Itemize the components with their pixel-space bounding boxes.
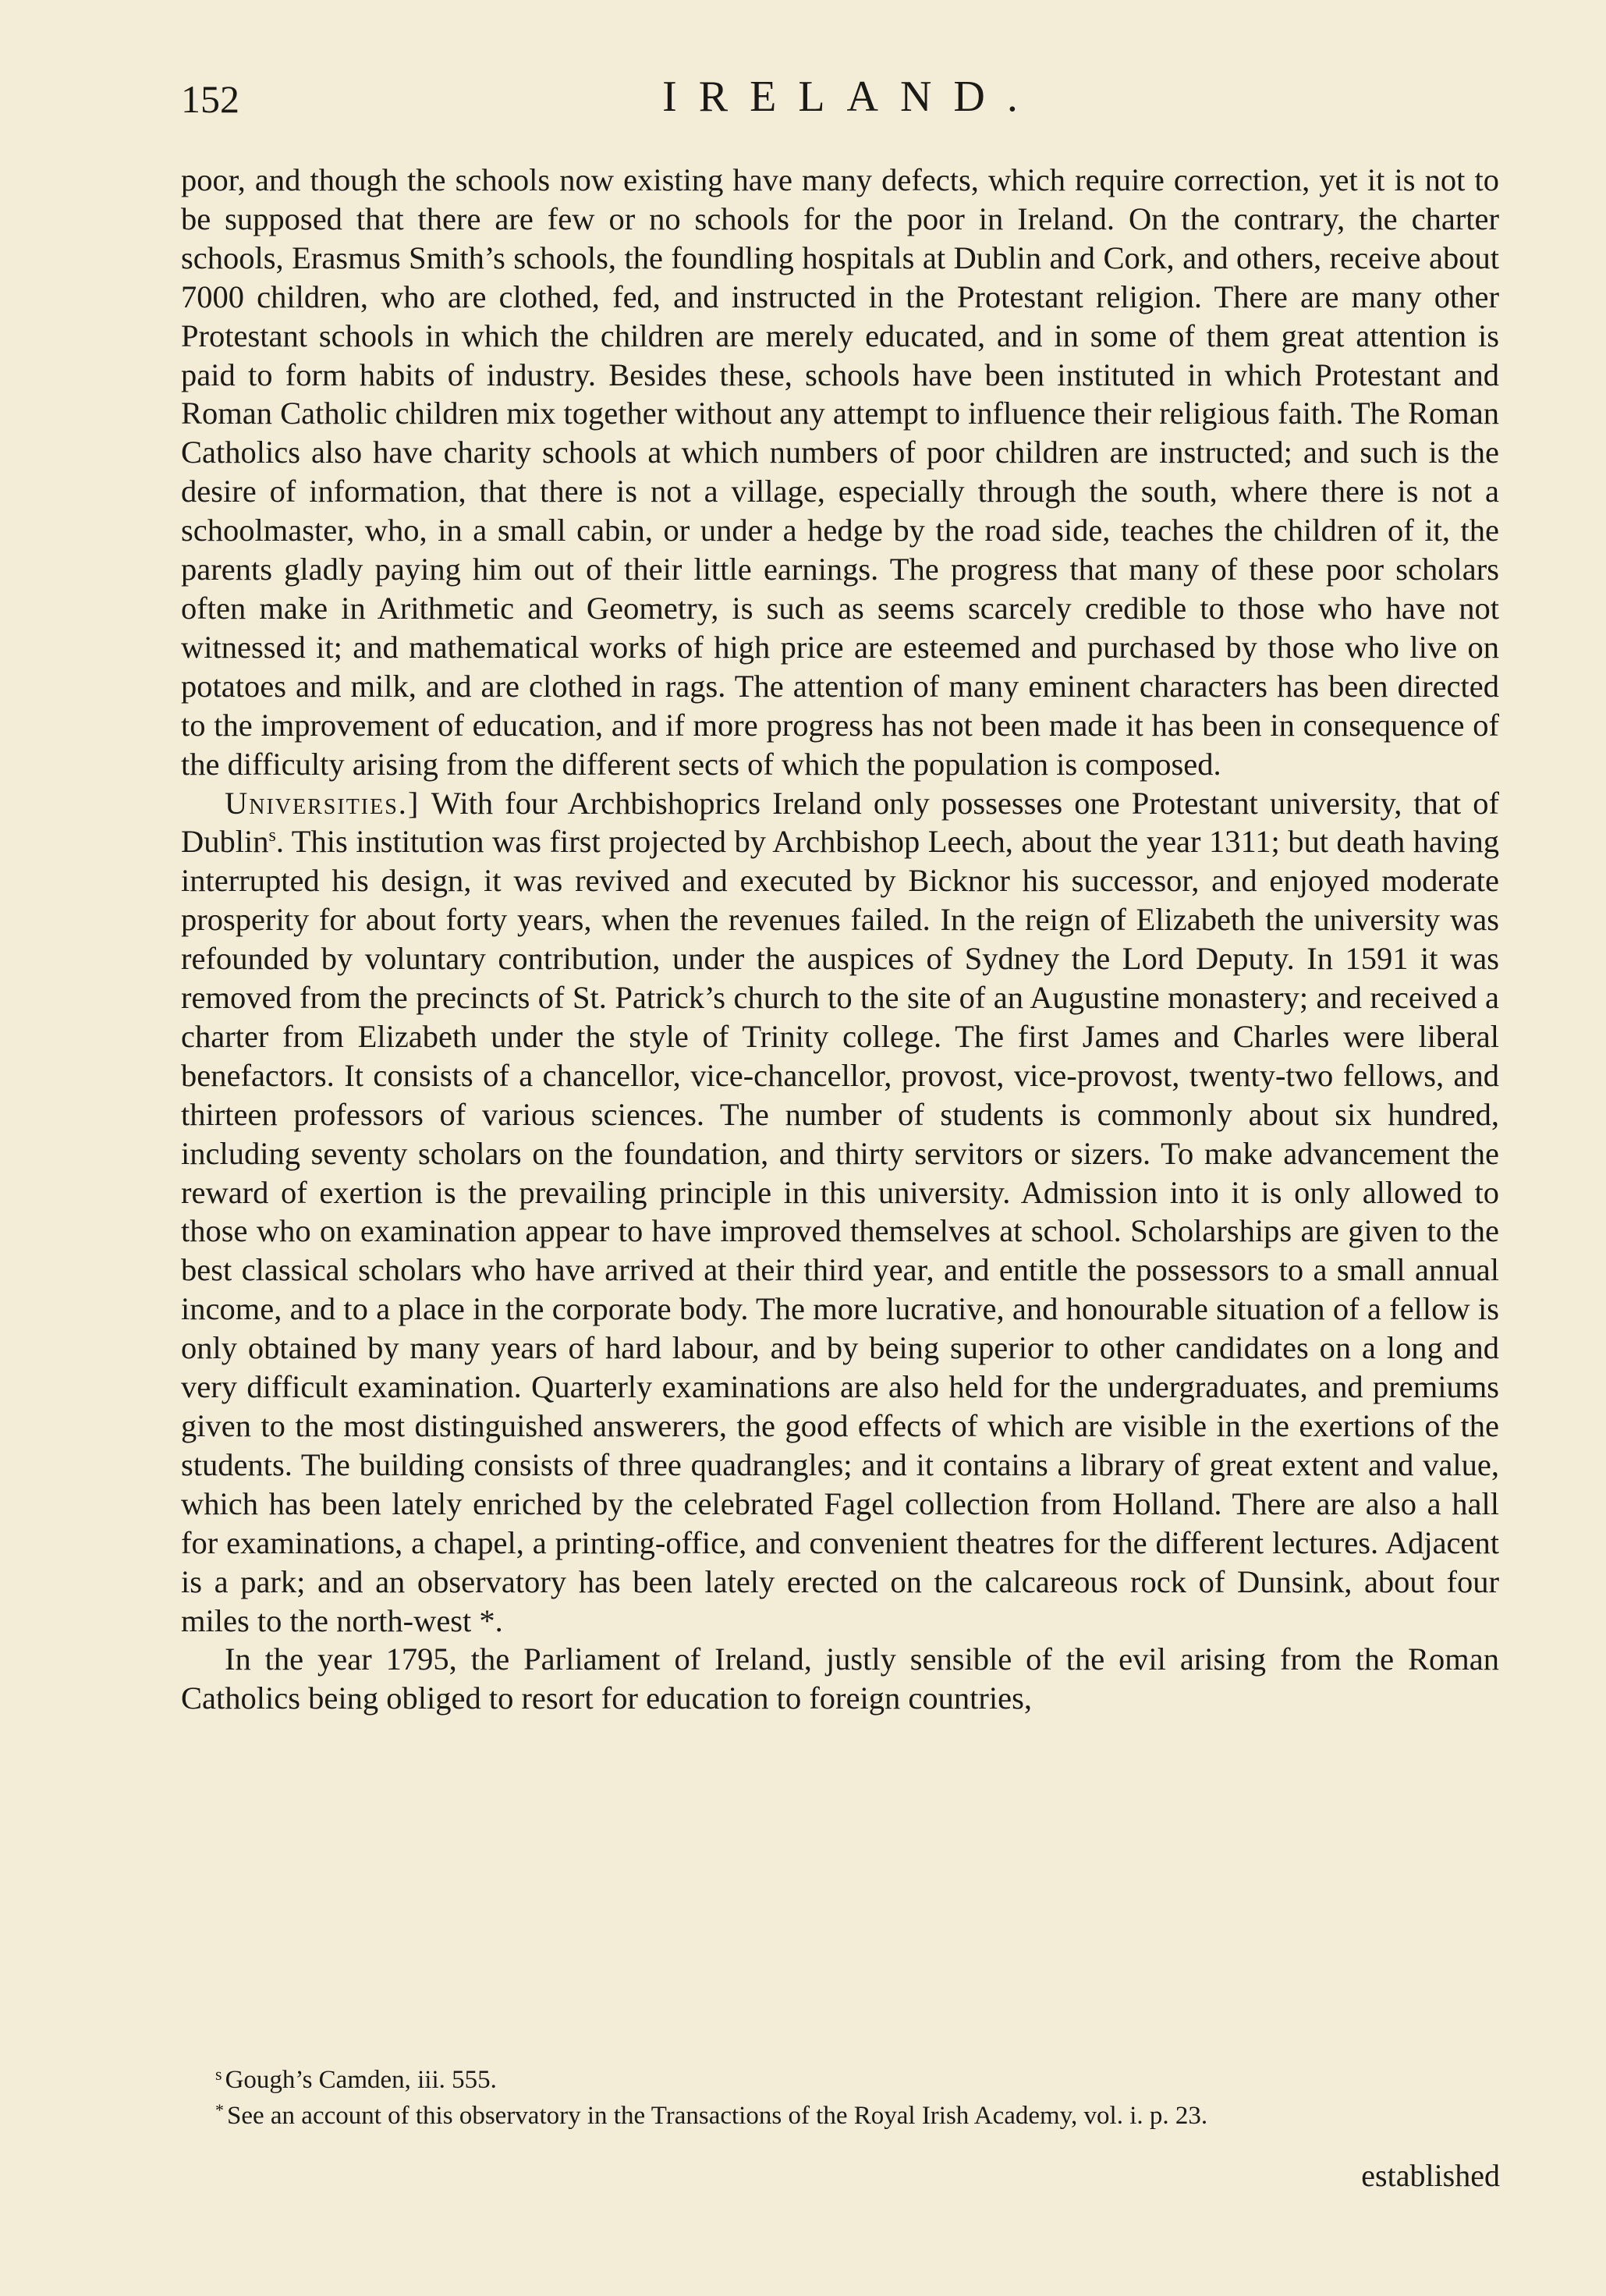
catchword: established xyxy=(1361,2158,1500,2193)
page-header xyxy=(181,72,1499,134)
body-text xyxy=(181,161,1499,1718)
footnote xyxy=(181,2098,1499,2134)
footnotes xyxy=(181,2062,1499,2134)
paragraph xyxy=(181,784,1499,1641)
footnote-mark: * xyxy=(215,2100,224,2120)
paragraph-text: . This institution was first projected by Archbishop Leech, about the year 1311; but death having interrupted his design, it was revived and executed by Bicknor his successor, and enjoyed moderate prosperity for about forty years, when the revenues failed. In the reign of Elizabeth the university was refounded by voluntary contribution, under the auspices of Sydney the Lord Deputy. In 1591 it was removed from the precincts of St. Patrick’s church to the site of an Augustine monastery; and received a charter from Elizabeth under the style of Trinity college. The first James and Charles were liberal benefactors. It consists of a chancellor, vice-chancellor, provost, vice-provost, twenty-two fellows, and thirteen professors of various sciences. The number of students is commonly about six hundred, including seventy scholars on the foundation, and thirty servitors or sizers. To make advancement the reward of exertion is the prevailing principle in this university. Admission into it is only allowed to those who on examination appear to have improved themselves at school. Scholarships are given to the best classical scholars who have arrived at their third year, and entitle the possessors to a small annual income, and to a place in the corporate body. The more lucrative, and honourable situation of a fellow is only obtained by many years of hard labour, and by being superior to other candidates on a long and very difficult examination. Quarterly examinations are also held for the undergraduates, and premiums given to the most distinguished answerers, the good effects of which are visible in the exertions of the students. The building consists of three quadrangles; and it contains a library of great extent and value, which has been lately enriched by the celebrated Fagel collection from Holland. There are also a hall for examinations, a chapel, a printing-office, and convenient theatres for the different lectures. Adjacent is a park; and an observatory has been lately erected on the calcareous rock of Dunsink, about four miles to the north-west *. xyxy=(181,824,1499,1638)
running-title: IRELAND. xyxy=(662,73,1040,121)
footnote-reference: s xyxy=(268,825,276,846)
footnote-mark: s xyxy=(215,2064,222,2084)
page-number: 152 xyxy=(181,77,239,121)
paragraph: In the year 1795, the Parliament of Ireland, justly sensible of the evil arising from the Roman Catholics being obliged to resort for education to foreign countries, xyxy=(181,1641,1499,1716)
section-heading: Universities.] xyxy=(225,785,420,821)
paragraph: poor, and though the schools now existing have many defects, which require correction, yet it is not to be supposed that there are few or no schools for the poor in Ireland. On the contrary, the charter schools, Erasmus Smith’s schools, the foundling hospitals at Dublin and Cork, and others, receive about 7000 children, who are clothed, fed, and instructed in the Protestant religion. There are many other Protestant schools in which the children are merely educated, and in some of them great attention is paid to form habits of industry. Besides these, schools have been instituted in which Protestant and Roman Catholic children mix together without any attempt to influence their religious faith. The Roman Catholics also have charity schools at which numbers of poor children are instructed; and such is the desire of information, that there is not a village, especially through the south, where there is not a schoolmaster, who, in a small cabin, or under a hedge by the road side, teaches the children of it, the parents gladly paying him out of their little earnings. The progress that many of these poor scholars often make in Arithmetic and Geometry, is such as seems scarcely credible to those who have not witnessed it; and mathematical works of high price are esteemed and purchased by those who live on potatoes and milk, and are clothed in rags. The attention of many eminent characters has been directed to the improvement of education, and if more progress has not been made it has been in consequence of the difficulty arising from the different sects of which the population is composed. xyxy=(181,162,1499,782)
footnote xyxy=(181,2062,1499,2098)
paragraph-text: With four Archbishoprics Ireland only possesses one Protestant university, that of Dublin xyxy=(181,785,1499,860)
footnote-text: See an account of this observatory in the Transactions of the Royal Irish Academy, vol. i. p. 23. xyxy=(227,2102,1208,2130)
footnote-text: Gough’s Camden, iii. 555. xyxy=(225,2066,497,2094)
